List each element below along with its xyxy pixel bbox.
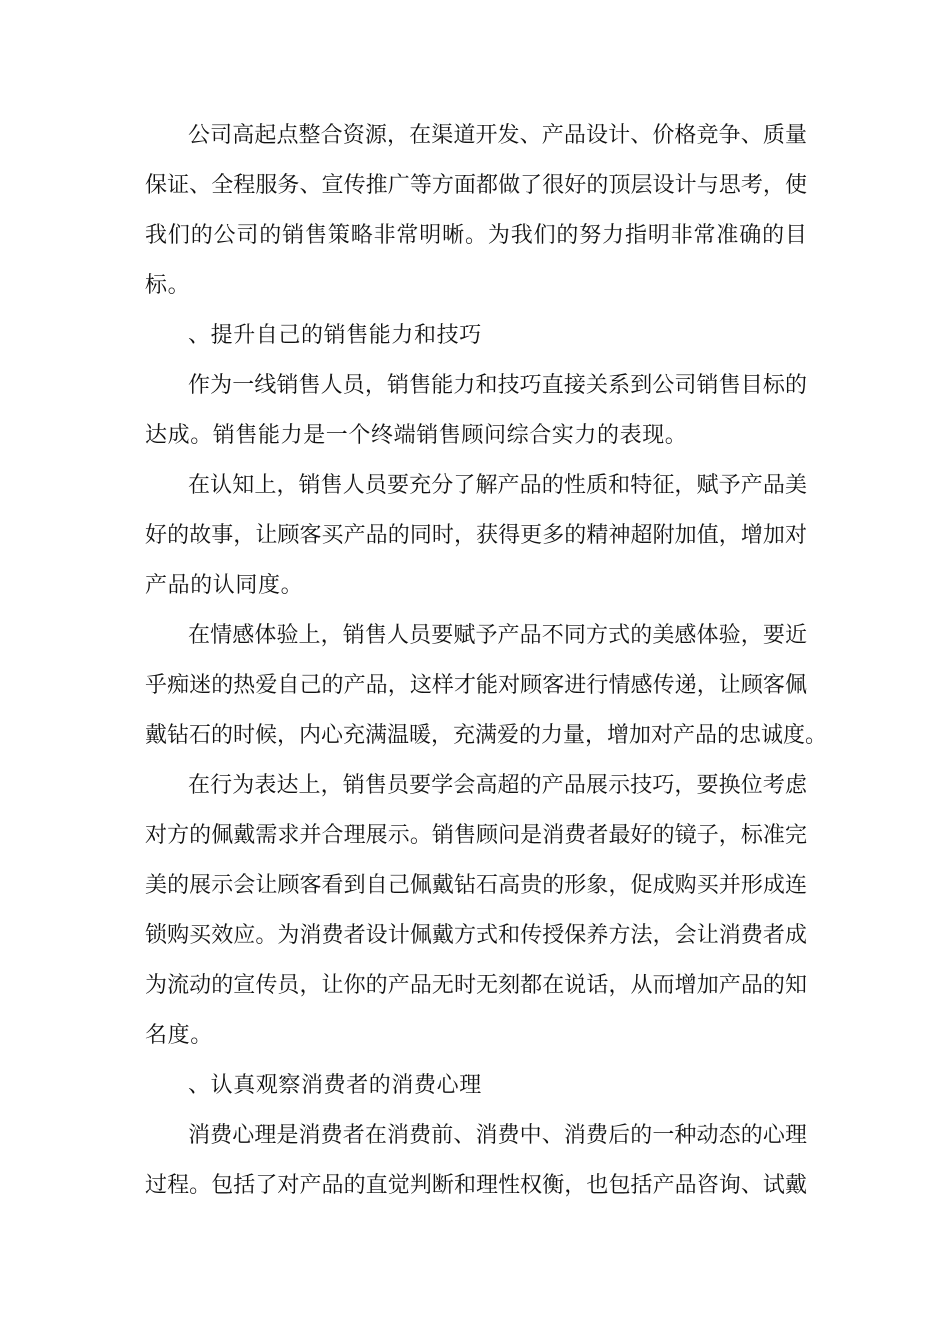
paragraph-6-line-1: 消费心理是消费者在消费前、消费中、消费后的一种动态的心理 xyxy=(188,1123,807,1148)
paragraph-5-line-3: 美的展示会让顾客看到自己佩戴钻石高贵的形象，促成购买并形成连 xyxy=(145,873,807,898)
paragraph-1-line-2: 保证、全程服务、宣传推广等方面都做了很好的顶层设计与思考，使 xyxy=(145,173,807,198)
paragraph-3-line-3: 产品的认同度。 xyxy=(145,573,304,598)
paragraph-5-line-6: 名度。 xyxy=(145,1023,213,1048)
paragraph-5-line-5: 为流动的宣传员，让你的产品无时无刻都在说话，从而增加产品的知 xyxy=(145,973,807,998)
paragraph-1-line-1: 公司高起点整合资源，在渠道开发、产品设计、价格竞争、质量 xyxy=(188,123,807,148)
paragraph-5-line-2: 对方的佩戴需求并合理展示。销售顾问是消费者最好的镜子，标准完 xyxy=(145,823,807,848)
paragraph-3-line-2: 好的故事，让顾客买产品的同时，获得更多的精神超附加值，增加对 xyxy=(145,523,807,548)
paragraph-4-line-3: 戴钻石的时候，内心充满温暖，充满爱的力量，增加对产品的忠诚度。 xyxy=(145,723,828,748)
paragraph-2-line-2: 达成。销售能力是一个终端销售顾问综合实力的表现。 xyxy=(145,423,688,448)
paragraph-6-line-2: 过程。包括了对产品的直觉判断和理性权衡，也包括产品咨询、试戴 xyxy=(145,1173,807,1198)
paragraph-4-line-2: 乎痴迷的热爱自己的产品，这样才能对顾客进行情感传递，让顾客佩 xyxy=(145,673,807,698)
section-heading-consumer-psychology: 、认真观察消费者的消费心理 xyxy=(188,1073,482,1098)
paragraph-1-line-3: 我们的公司的销售策略非常明晰。为我们的努力指明非常准确的目 xyxy=(145,223,807,248)
section-heading-sales-ability: 、提升自己的销售能力和技巧 xyxy=(188,323,482,348)
paragraph-4-line-1: 在情感体验上，销售人员要赋予产品不同方式的美感体验，要近 xyxy=(188,623,807,648)
paragraph-3-line-1: 在认知上，销售人员要充分了解产品的性质和特征，赋予产品美 xyxy=(188,473,807,498)
paragraph-5-line-4: 锁购买效应。为消费者设计佩戴方式和传授保养方法，会让消费者成 xyxy=(145,923,807,948)
paragraph-1-line-4: 标。 xyxy=(145,273,191,298)
paragraph-2-line-1: 作为一线销售人员，销售能力和技巧直接关系到公司销售目标的 xyxy=(188,373,807,398)
paragraph-5-line-1: 在行为表达上，销售员要学会高超的产品展示技巧，要换位考虑 xyxy=(188,773,807,798)
